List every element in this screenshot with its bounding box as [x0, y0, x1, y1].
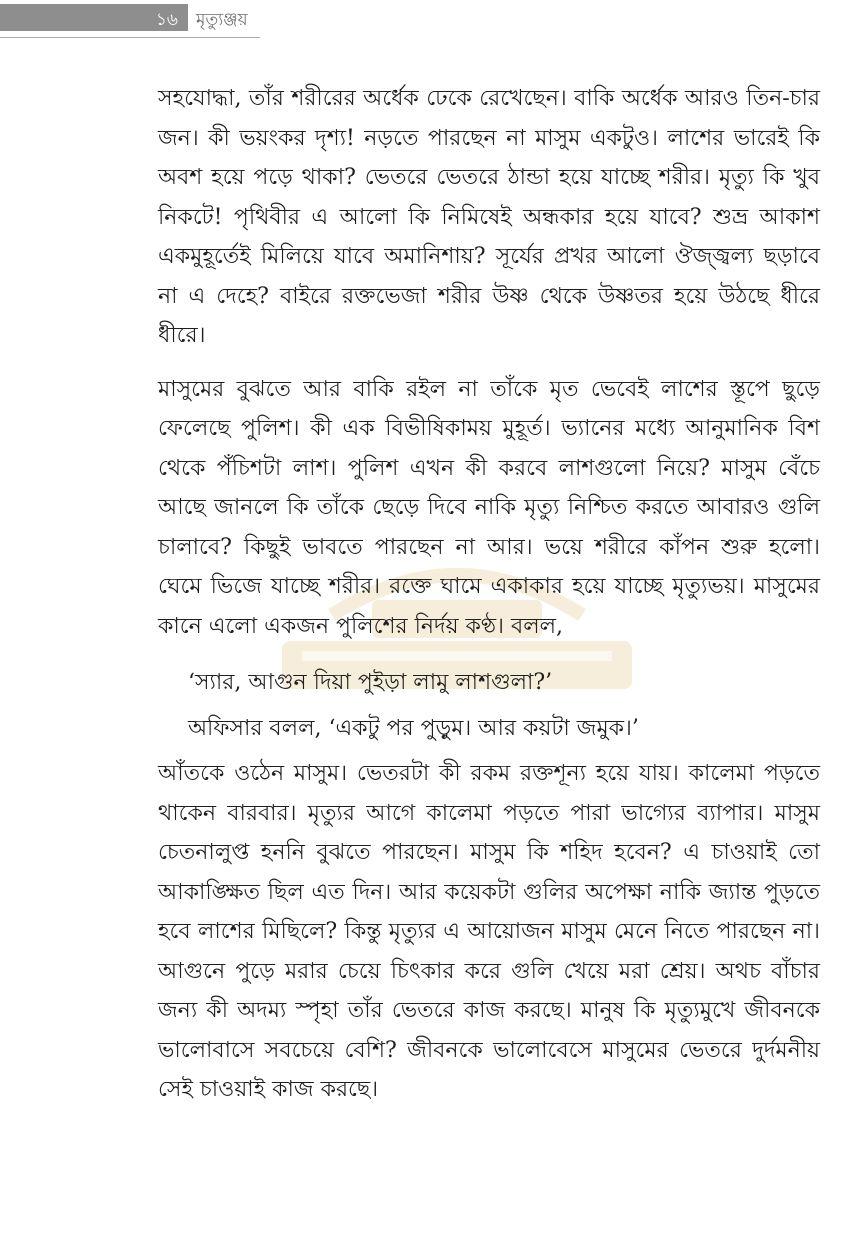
paragraph: সহযোদ্ধা, তাঁর শরীরের অর্ধেক ঢেকে রেখেছেন। বাকি অর্ধেক আরও তিন-চার জন। কী ভয়ংকর দৃশ্য! নড়তে পারছেন না মাসুম একটুও। লাশের ভারেই কি অবশ হয়ে পড়ে থাকা? ভেতরে ভেতরে ঠান্ডা হয়ে যাচ্ছে শরীর। মৃত্যু কি খুব নিকটে! পৃথিবীর এ আলো কি নিমিষেই অন্ধকার হয়ে যাবে? শুভ্র আকাশ একমুহূর্তেই মিলিয়ে যাবে অমানিশায়? সূর্যের প্রখর আলো ঔজ্জ্বল্য ছড়াবে না এ দেহে? বাইরে রক্তভেজা শরীর উষ্ণ থেকে উষ্ণতর হয়ে উঠছে ধীরে ধীরে। [158, 86, 820, 348]
book-title: মৃত্যুঞ্জয় [196, 10, 248, 30]
page-number: ১৬ [155, 10, 178, 30]
page-header [0, 0, 260, 40]
dialogue-line: অফিসার বলল, ‘একটু পর পুড়ুম। আর কয়টা জমুক।’ [188, 716, 639, 741]
dialogue-line: ‘স্যার, আগুন দিয়া পুইড়া লামু লাশগুলা?’ [188, 670, 553, 695]
page-number-box [0, 4, 188, 31]
paragraph: মাসুমের বুঝতে আর বাকি রইল না তাঁকে মৃত ভেবেই লাশের স্তূপে ছুড়ে ফেলেছে পুলিশ। কী এক বিভীষিকাময় মুহূর্ত। ভ্যানের মধ্যে আনুমানিক বিশ থেকে পঁচিশটা লাশ। পুলিশ এখন কী করবে লাশগুলো নিয়ে? মাসুম বেঁচে আছে জানলে কি তাঁকে ছেড়ে দিবে নাকি মৃত্যু নিশ্চিত করতে আবারও গুলি চালাবে? কিছুই ভাবতে পারছেন না আর। ভয়ে শরীরে কাঁপন শুরু হলো। ঘেমে ভিজে যাচ্ছে শরীর। রক্তে ঘামে একাকার হয়ে যাচ্ছে মৃত্যুভয়। মাসুমের কানে এলো একজন পুলিশের নির্দয় কণ্ঠ। বলল, [158, 376, 820, 639]
paragraph: আঁতকে ওঠেন মাসুম। ভেতরটা কী রকম রক্তশূন্য হয়ে যায়। কালেমা পড়তে থাকেন বারবার। মৃত্যুর আগে কালেমা পড়তে পারা ভাগ্যের ব্যাপার। মাসুম চেতনালুপ্ত হননি বুঝতে পারছেন। মাসুম কি শহিদ হবেন? এ চাওয়াই তো আকাঙ্ক্ষিত ছিল এত দিন। আর কয়েকটা গুলির অপেক্ষা নাকি জ্যান্ত পুড়তে হবে লাশের মিছিলে? কিন্তু মৃত্যুর এ আয়োজন মাসুম মেনে নিতে পারছেন না। আগুনে পুড়ে মরার চেয়ে চিৎকার করে গুলি খেয়ে মরা শ্রেয়। অথচ বাঁচার জন্য কী অদম্য স্পৃহা তাঁর ভেতরে কাজ করছে। মানুষ কি মৃত্যুমুখে জীবনকে ভালোবাসে সবচেয়ে বেশি? জীবনকে ভালোবেসে মাসুমের ভেতরে দুর্দমনীয় সেই চাওয়াই কাজ করছে। [158, 761, 820, 1102]
header-rule [0, 37, 260, 38]
page-body [158, 79, 820, 1124]
